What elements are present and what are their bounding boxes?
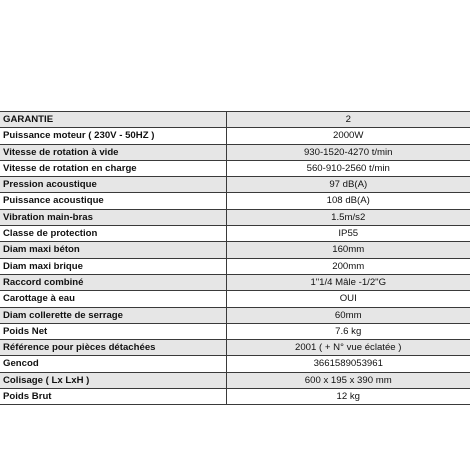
table-row bbox=[0, 144, 470, 160]
spec-label: Puissance moteur ( 230V - 50HZ ) bbox=[0, 128, 226, 144]
spec-label: Carottage à eau bbox=[0, 291, 226, 307]
spec-table-body bbox=[0, 112, 470, 405]
spec-value: 2000W bbox=[226, 128, 470, 144]
spec-label: Diam maxi brique bbox=[0, 258, 226, 274]
spec-label: Vibration main-bras bbox=[0, 209, 226, 225]
table-row bbox=[0, 356, 470, 372]
spec-label: Classe de protection bbox=[0, 226, 226, 242]
table-row bbox=[0, 128, 470, 144]
table-row bbox=[0, 389, 470, 405]
spec-value: 2001 ( + N° vue éclatée ) bbox=[226, 340, 470, 356]
spec-value: IP55 bbox=[226, 226, 470, 242]
spec-value: 600 x 195 x 390 mm bbox=[226, 372, 470, 388]
spec-table bbox=[0, 111, 470, 405]
spec-value: 1"1/4 Mâle -1/2"G bbox=[226, 274, 470, 290]
table-row bbox=[0, 291, 470, 307]
spec-value: 930-1520-4270 t/min bbox=[226, 144, 470, 160]
spec-label: GARANTIE bbox=[0, 112, 226, 128]
spec-value: OUI bbox=[226, 291, 470, 307]
table-row bbox=[0, 340, 470, 356]
spec-label: Diam collerette de serrage bbox=[0, 307, 226, 323]
spec-value: 7.6 kg bbox=[226, 323, 470, 339]
spec-label: Référence pour pièces détachées bbox=[0, 340, 226, 356]
spec-value: 200mm bbox=[226, 258, 470, 274]
table-row bbox=[0, 193, 470, 209]
spec-value: 160mm bbox=[226, 242, 470, 258]
table-row bbox=[0, 323, 470, 339]
table-row bbox=[0, 160, 470, 176]
spec-label: Vitesse de rotation en charge bbox=[0, 160, 226, 176]
spec-label: Gencod bbox=[0, 356, 226, 372]
spec-value: 97 dB(A) bbox=[226, 177, 470, 193]
table-row bbox=[0, 242, 470, 258]
table-row bbox=[0, 274, 470, 290]
spec-label: Poids Net bbox=[0, 323, 226, 339]
spec-value: 60mm bbox=[226, 307, 470, 323]
spec-label: Colisage ( Lx LxH ) bbox=[0, 372, 226, 388]
table-row bbox=[0, 258, 470, 274]
spec-value: 1.5m/s2 bbox=[226, 209, 470, 225]
table-row bbox=[0, 372, 470, 388]
spec-value: 2 bbox=[226, 112, 470, 128]
spec-label: Raccord combiné bbox=[0, 274, 226, 290]
spec-label: Diam maxi béton bbox=[0, 242, 226, 258]
spec-value: 3661589053961 bbox=[226, 356, 470, 372]
spec-label: Vitesse de rotation à vide bbox=[0, 144, 226, 160]
table-row bbox=[0, 177, 470, 193]
spec-label: Pression acoustique bbox=[0, 177, 226, 193]
table-row bbox=[0, 307, 470, 323]
spec-value: 560-910-2560 t/min bbox=[226, 160, 470, 176]
table-row bbox=[0, 209, 470, 225]
spec-value: 108 dB(A) bbox=[226, 193, 470, 209]
spec-value: 12 kg bbox=[226, 389, 470, 405]
table-row bbox=[0, 226, 470, 242]
table-row bbox=[0, 112, 470, 128]
spec-label: Poids Brut bbox=[0, 389, 226, 405]
spec-label: Puissance acoustique bbox=[0, 193, 226, 209]
